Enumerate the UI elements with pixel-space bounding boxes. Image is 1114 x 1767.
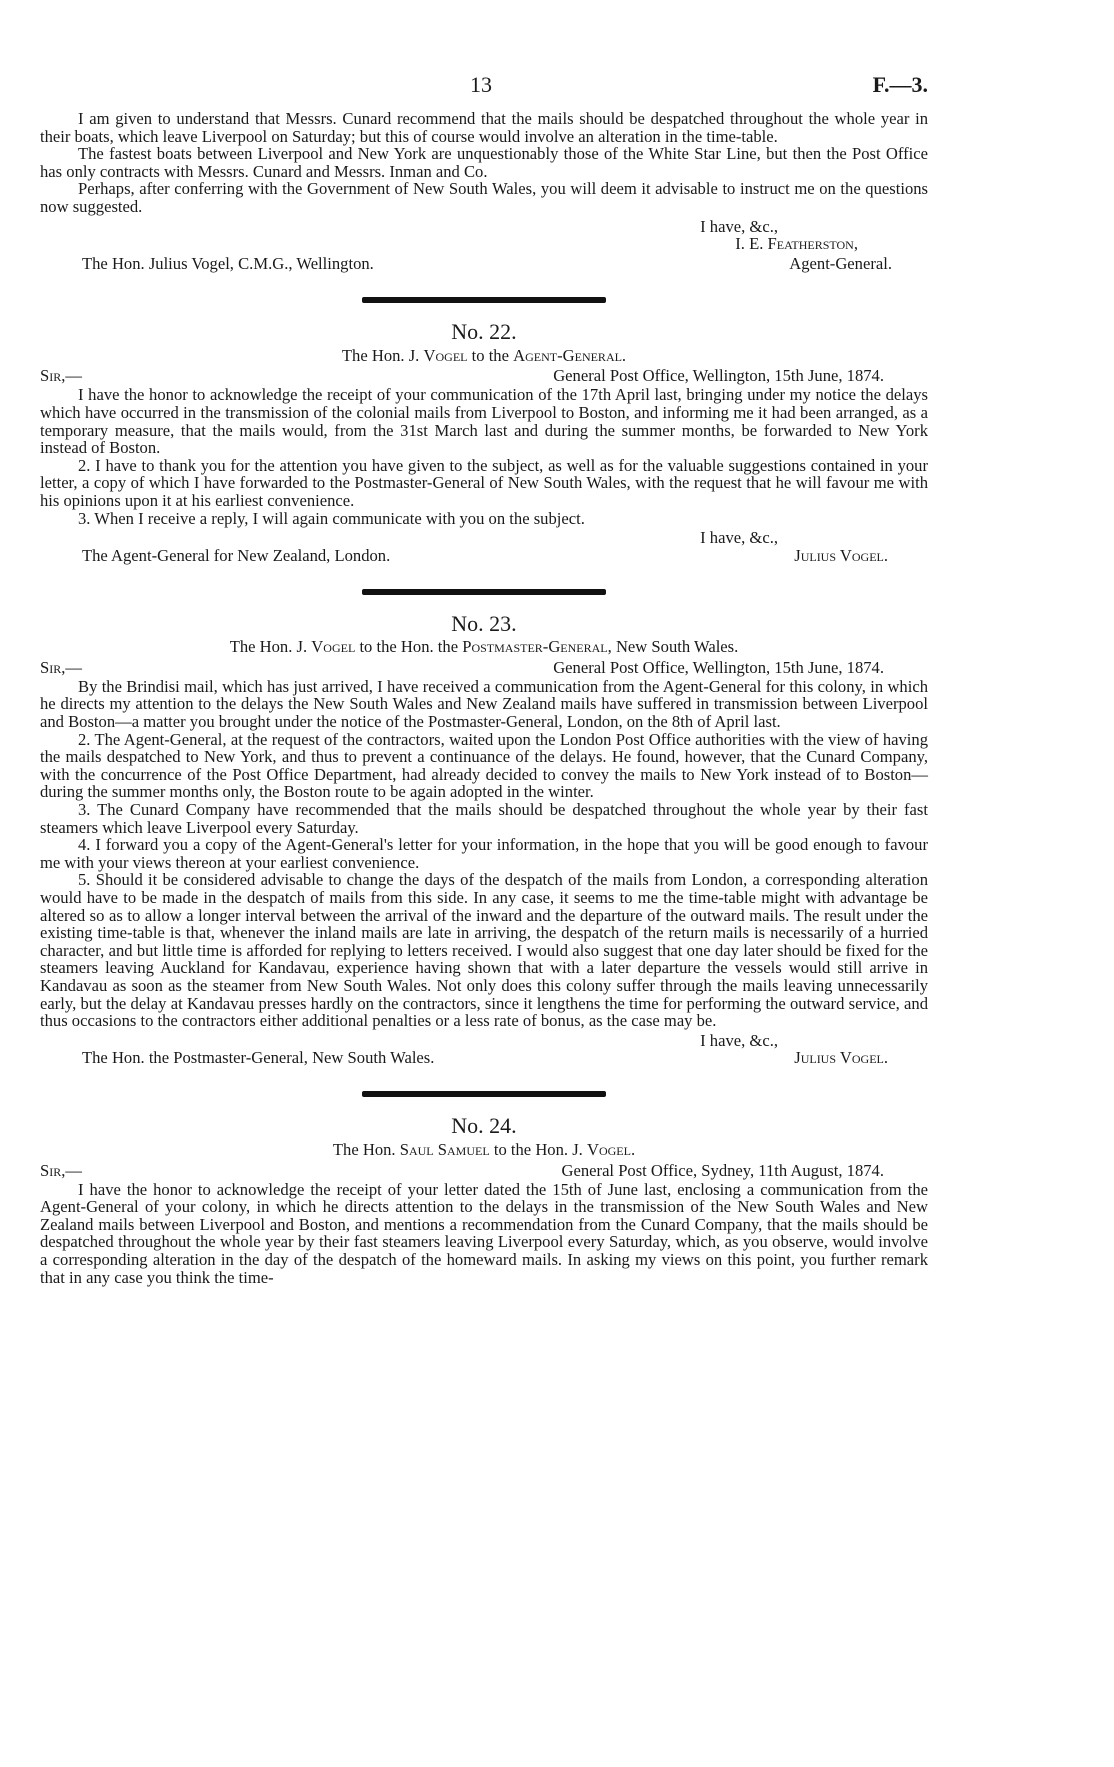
page-body [40, 110, 928, 1286]
paragraph: 4. I forward you a copy of the Agent-General's letter for your information, in the hope that you will be good enough to favour me with your views thereon at your earliest convenience. [40, 835, 928, 872]
paragraph: 2. I have to thank you for the attention you have given to the subject, as well as for the valuable suggestions contained in your letter, a copy of which I have forwarded to the Postmaster-General of New South Wales, with the request that he will favour me with his opinions upon it at his earliest convenience. [40, 455, 928, 510]
signature: I. E. Featherston, [735, 234, 858, 254]
title-text: The Hon. J. [229, 637, 308, 657]
letter-title [40, 638, 928, 656]
signature-row [40, 547, 928, 567]
paragraph: By the Brindisi mail, which has just arrived, I have received a communication from the Agent-General for this colony, in which he directs my attention to the delays the New South Wales and New Zealand mails have suffered in transmission between Liverpool and Boston—a matter you brought under the notice of the Postmaster-General, London, on the 8th of April last. [40, 676, 928, 732]
title-sender: Saul Samuel [399, 1139, 490, 1159]
signature: Julius Vogel. [794, 545, 888, 565]
paragraph: I have the honor to acknowledge the receipt of your letter dated the 15th of June last, enclosing a communication from the Agent-General of your colony, in which he directs attention to the delays in the transmission of the New South Wales and New Zealand mails between Liverpool and Boston, and mentions a recommendation from the Cunard Company, that the mails should be despatched throughout the whole year by their fast steamers leaving Liverpool every Saturday, which, as you observe, would involve a corresponding alteration in the day of the despatch of the homeward mails. In asking my views on this point, you further remark that in any case you think the time- [40, 1179, 928, 1287]
title-text: to the Hon. J. [493, 1139, 583, 1159]
signature-row [40, 1049, 928, 1069]
salutation: Sir,— [40, 366, 82, 386]
paragraph: 5. Should it be considered advisable to change the days of the despatch of the mails from London, a corresponding alteration would have to be made in the despatch of mails from this side. In any case, it seems to me the time-table might with advantage be altered so as to allow a longer interval between the arrival of the inward and the departure of the outward mails. The result under the existing time-table is that, whenever the inland mails are late in arriving, the despatch of the return mails is necessarily of a hurried character, and but little time is afforded for replying to letters received. I would also suggest that one day later should be fixed for the steamers leaving Auckland for Kandavau, experience having shown that with a later departure the vessels would still arrive in Kandavau as soon as the steamer from New South Wales. Not only does this colony suffer through the mails leaving unnecessarily early, but the delay at Kandavau presses hardly on the contractors, since it lengthens the time for performing the outward service, and thus occasions to the contractors either additional penalties or a less rate of bonus, as the case may be. [40, 870, 928, 1031]
section-divider [362, 297, 606, 303]
place-date: General Post Office, Wellington, 15th June, 1874. [553, 366, 884, 386]
letter-number: No. 22. [451, 319, 517, 345]
paragraph: I am given to understand that Messrs. Cunard recommend that the mails should be despatched throughout the whole year in their boats, which leave Liverpool on Saturday; but this of course would involve an alteration in the time-table. [40, 109, 928, 146]
letter-number: No. 24. [451, 1113, 517, 1139]
intro-letter-continuation [40, 110, 928, 275]
salutation-row [40, 659, 928, 678]
section-divider [362, 589, 606, 595]
closing-phrase: I have, &c., [700, 1030, 778, 1050]
salutation-row [40, 367, 928, 386]
title-text: to the [471, 345, 509, 365]
paragraph: I have the honor to acknowledge the receipt of your communication of the 17th April last, bringing under my notice the delays which have occurred in the transmission of the colonial mails from Liverpool to Boston, and informing me it had been arranged, as a temporary measure, that the mails would, from the 31st March last and during the summer months, be forwarded to New York instead of Boston. [40, 385, 928, 458]
letter-24 [40, 1091, 928, 1286]
paragraph: 2. The Agent-General, at the request of the contractors, waited upon the London Post Office authorities with the view of having the mails despatched to New York, and thus to prevent a continuance of the delays. He found, however, that the Cunard Company, with the concurrence of the Post Office Department, had already decided to convey the mails to New York instead of to Boston—during the summer months only, the Boston route to be again adopted in the winter. [40, 729, 928, 802]
title-sender: Vogel [423, 345, 468, 365]
title-text: The Hon. [332, 1139, 396, 1159]
paragraph: 3. When I receive a reply, I will again communicate with you on the subject. [78, 508, 585, 528]
letter-title [40, 1141, 928, 1159]
letter-23 [40, 589, 928, 1070]
addressee: The Hon. Julius Vogel, C.M.G., Wellington. [82, 254, 374, 274]
section-divider [362, 1091, 606, 1097]
place-date: General Post Office, Wellington, 15th June, 1874. [553, 657, 884, 677]
paragraph: Perhaps, after conferring with the Government of New South Wales, you will deem it advisable to instruct me on the questions now suggested. [40, 179, 928, 216]
letter-22 [40, 297, 928, 567]
letter-title [40, 347, 928, 365]
page-header [40, 0, 928, 100]
salutation: Sir,— [40, 657, 82, 677]
document-reference: F.—3. [872, 72, 928, 97]
letter-number: No. 23. [451, 610, 517, 636]
address-row [40, 255, 928, 275]
addressee: The Agent-General for New Zealand, London. [82, 545, 391, 565]
title-recipient: Vogel. [586, 1139, 636, 1159]
addressee: The Hon. the Postmaster-General, New South Wales. [82, 1048, 435, 1068]
title-text: The Hon. J. [341, 345, 420, 365]
closing-phrase: I have, &c., [700, 216, 778, 236]
paragraph: 3. The Cunard Company have recommended that the mails should be despatched throughout the whole year by their fast steamers which leave Liverpool every Saturday. [40, 800, 928, 837]
closing-phrase: I have, &c., [700, 528, 778, 548]
title-recipient: Agent-General. [513, 345, 627, 365]
place-date: General Post Office, Sydney, 11th August, 1874. [561, 1160, 884, 1180]
signature-title: Agent-General. [789, 254, 892, 274]
signature: Julius Vogel. [794, 1048, 888, 1068]
paragraph: The fastest boats between Liverpool and New York are unquestionably those of the White Star Line, but then the Post Office has only contracts with Messrs. Cunard and Messrs. Inman and Co. [40, 144, 928, 181]
title-text: New South Wales. [615, 637, 739, 657]
signature-row [40, 235, 928, 255]
document-page [40, 0, 928, 1287]
title-text: to the Hon. the [359, 637, 459, 657]
page-number: 13 [470, 72, 492, 97]
salutation-row [40, 1162, 928, 1181]
title-recipient: Postmaster-General, [462, 637, 612, 657]
salutation: Sir,— [40, 1160, 82, 1180]
title-sender: Vogel [311, 637, 356, 657]
